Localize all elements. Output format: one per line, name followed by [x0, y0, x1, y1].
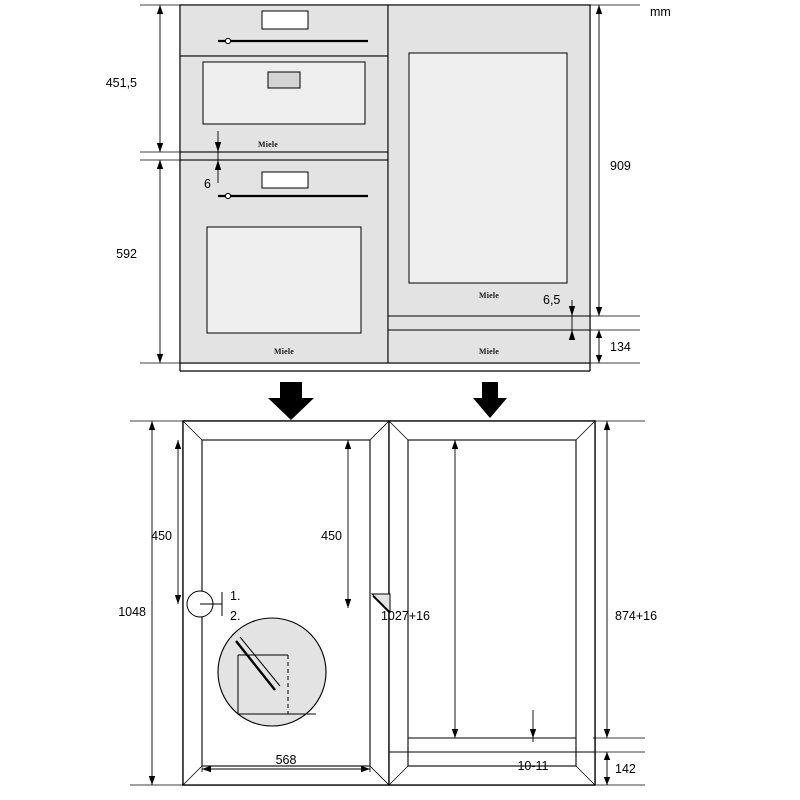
- bottom-appliance-glass-door: [207, 227, 361, 333]
- dimension-909: [596, 5, 631, 316]
- units-label: mm: [650, 5, 671, 19]
- arrow-up-874-16: [604, 421, 610, 430]
- down-arrow-left: [268, 382, 314, 420]
- dim-label-874-16: 874+16: [615, 609, 658, 623]
- arrow-down-451-5: [157, 143, 163, 152]
- callout-step-1: 1.: [230, 589, 241, 603]
- arrow-up-451-5: [157, 5, 163, 14]
- arrow-down-909: [596, 307, 602, 316]
- arrow-down-592: [157, 354, 163, 363]
- right-cabinet: [389, 421, 595, 785]
- dim-label-6-5: 6,5: [543, 293, 561, 307]
- dim-label-134: 134: [610, 340, 631, 354]
- left-top-appliance: [180, 5, 388, 56]
- dim-label-6: 6: [204, 177, 211, 191]
- arrow-up-450-left: [175, 440, 181, 449]
- brand-label: Miele: [257, 140, 279, 149]
- top-appliance-display: [262, 11, 308, 29]
- arrow-up-1048: [149, 421, 155, 430]
- arrow-down-1048: [149, 776, 155, 785]
- dim-label-450-left: 450: [151, 529, 172, 543]
- dim-label-142: 142: [615, 762, 636, 776]
- arrow-down-450-left: [175, 595, 181, 604]
- middle-appliance-door: [203, 62, 365, 124]
- arrow-up-142: [604, 752, 610, 760]
- top-appliance-handle-knob: [225, 38, 230, 43]
- dimension-451-5: [106, 5, 163, 152]
- dim-label-1027-16: 1027+16: [380, 609, 430, 623]
- arrow-up-134: [596, 330, 602, 338]
- dimension-874-16: [604, 421, 657, 738]
- brand-label-tall: Miele: [478, 291, 500, 300]
- dim-label-909: 909: [610, 159, 631, 173]
- dim-label-451-5: 451,5: [105, 76, 137, 90]
- dim-label-10-11: 10-11: [517, 759, 549, 773]
- dimension-592: [116, 160, 163, 363]
- appliance-front-elevation: [106, 5, 640, 371]
- tall-appliance-glass-door: [409, 53, 567, 283]
- dimension-1048: [118, 421, 155, 785]
- arrow-down-874-16: [604, 729, 610, 738]
- arrow-down-134: [596, 355, 602, 363]
- dim-label-568: 568: [275, 753, 297, 767]
- dim-label-450-middle: 450: [321, 529, 342, 543]
- down-arrow-right: [473, 382, 507, 418]
- bottom-appliance-handle-knob: [225, 193, 230, 198]
- right-tall-appliance: [388, 5, 590, 363]
- fixing-detail-circle-large: [218, 618, 326, 726]
- brand-label-oven: Miele: [273, 347, 295, 356]
- dimension-142: [604, 752, 636, 785]
- callout-step-2: 2.: [230, 609, 241, 623]
- left-cabinet: [183, 421, 389, 785]
- brand-label-drawer: Miele: [478, 347, 500, 356]
- left-middle-appliance: [180, 56, 388, 152]
- transition-arrows: [268, 382, 507, 420]
- dimension-134: [596, 330, 631, 363]
- dim-label-1048: 1048: [118, 605, 146, 619]
- arrow-up-592: [157, 160, 163, 169]
- arrow-down-142: [604, 777, 610, 785]
- dimension-450-left: [151, 440, 181, 604]
- bottom-appliance-display: [262, 172, 308, 188]
- right-cabinet-niche: [408, 440, 576, 766]
- arrow-up-909: [596, 5, 602, 14]
- cabinet-niche-plan: [118, 421, 657, 785]
- left-bottom-appliance: [180, 160, 388, 363]
- dim-label-592: 592: [116, 247, 137, 261]
- middle-appliance-display: [268, 72, 300, 88]
